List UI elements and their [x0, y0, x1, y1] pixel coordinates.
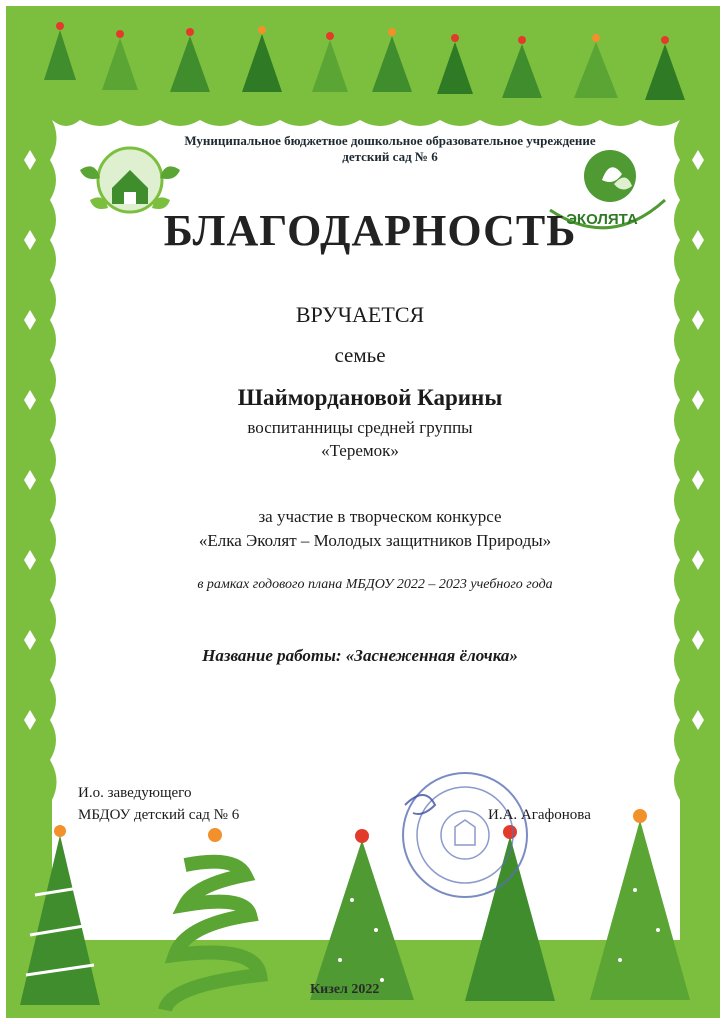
- recipient-prefix: семье: [334, 343, 386, 367]
- plan-line: в рамках годового плана МБДОУ 2022 – 2023 учебного года: [197, 577, 553, 592]
- organization-line-2: детский сад № 6: [342, 149, 438, 164]
- organization-name: [170, 133, 610, 165]
- awarded-label: ВРУЧАЕТСЯ: [295, 302, 425, 327]
- group-line-2: «Теремок»: [321, 441, 399, 460]
- ekolyata-logo-text: ЭКОЛЯТА: [566, 211, 638, 228]
- signatory-title-2: МБДОУ детский сад № 6: [78, 807, 240, 823]
- work-title: Название работы: «Заснеженная ёлочка»: [202, 646, 518, 665]
- reason-line-2: «Елка Эколят – Молодых защитников Природы»: [198, 531, 552, 550]
- recipient-name: Шаймордановой Карины: [237, 385, 503, 410]
- signatory-title-1: И.о. заведующего: [78, 785, 192, 801]
- group-line-1: воспитанницы средней группы: [247, 418, 473, 437]
- organization-line-1: Муниципальное бюджетное дошкольное образовательное учреждение: [184, 133, 596, 148]
- reason-line-1: за участие в творческом конкурсе: [258, 507, 502, 526]
- official-stamp: [395, 765, 535, 905]
- certificate-title: БЛАГОДАРНОСТЬ: [163, 206, 577, 255]
- place-year: Кизел 2022: [310, 982, 380, 997]
- signatory-name: И.А. Агафонова: [488, 807, 591, 823]
